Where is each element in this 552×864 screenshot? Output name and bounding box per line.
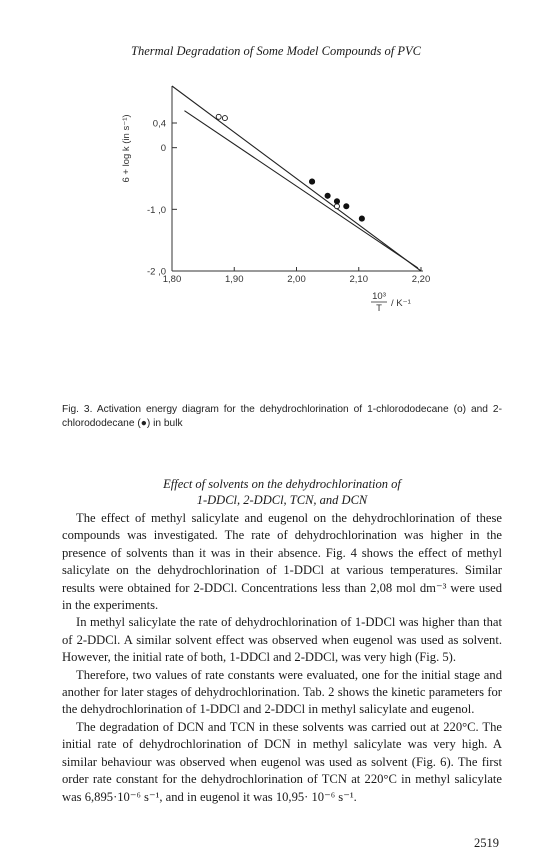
body-text [62, 510, 502, 806]
fit-line-series-1 [172, 86, 421, 271]
x-label-unit: / K⁻¹ [391, 298, 411, 309]
figure-caption: Fig. 3. Activation energy diagram for the dehydrochlorination of 1-chlorododecane (o) and 2-chlorododecane (●) in bulk [62, 404, 502, 429]
y-tick-label: -1 ,0 [146, 204, 166, 216]
x-label-numerator: 10³ [372, 291, 386, 302]
filled-data-point [309, 179, 314, 184]
open-data-point [222, 116, 227, 121]
fit-line-series-2 [184, 111, 417, 268]
open-data-point [334, 204, 339, 209]
x-tick-label: 2,10 [349, 274, 368, 285]
activation-energy-chart [0, 0, 552, 400]
x-tick-label: 2,00 [287, 274, 306, 285]
y-tick-label: 0,4 [152, 118, 166, 130]
x-tick-label: 1,80 [162, 274, 182, 285]
x-tick-label: 2,20 [411, 274, 431, 285]
y-axis-label: 6 + log k (in s⁻¹) [121, 114, 132, 183]
y-tick-label: 0 [160, 143, 166, 155]
running-head: Thermal Degradation of Some Model Compounds of PVC [131, 44, 421, 58]
y-tick-label: -2 ,0 [146, 266, 166, 278]
chart-points [216, 114, 364, 221]
section-title-line-1: Effect of solvents on the dehydrochlorination of [163, 477, 401, 491]
filled-data-point [334, 199, 339, 204]
paragraph: The degradation of DCN and TCN in these solvents was carried out at 220°C. The initial rate of dehydrochlorination of DCN in methyl salicylate was very high. A similar behaviour was observed when eugenol was used as solvent (Fig. 6). The first order rate constant for the dehydrochlorination of TCN at 220°C in methyl salicylate was 6,895·10⁻⁶ s⁻¹, and in eugenol it was 10,95· 10⁻⁶ s⁻¹. [62, 719, 502, 804]
chart-ticks [147, 119, 430, 286]
x-label-denominator: T [376, 303, 382, 314]
x-tick-label: 1,90 [225, 274, 244, 285]
chart-fit-lines [172, 86, 421, 271]
open-data-point [216, 114, 221, 119]
section-title [62, 476, 502, 508]
paragraph: The effect of methyl salicylate and eugenol on the dehydrochlorination of these compounds was investigated. The rate of dehydrochlorination was higher in the presence of solvents than it was in their absence. Fig. 4 shows the effect of methyl salicylate on the dehydrochlorination of 1-DDCl at various temperatures. Similar results were obtained for 2-DDCl. Concentrations less than 2,08 mol dm⁻³ were used in the experiments. [62, 511, 502, 613]
section-title-line-2: 1-DDCl, 2-DDCl, TCN, and DCN [196, 493, 368, 507]
page-number: 2519 [474, 836, 499, 850]
filled-data-point [344, 204, 349, 209]
paragraph: Therefore, two values of rate constants were evaluated, one for the initial stage and another for later stages of dehydrochlorination. Tab. 2 shows the kinetic parameters for the dehydrochlorination of 1-DDCl and 2-DDCl in methyl salicylate and eugenol. [62, 667, 502, 717]
filled-data-point [325, 193, 330, 198]
filled-data-point [359, 216, 364, 221]
paragraph: In methyl salicylate the rate of dehydrochlorination of 1-DDCl was higher than that of 2-DDCl. A similar solvent effect was observed when eugenol was used as solvent. However, the initial rate of both, 1-DDCl and 2-DDCl, was very high (Fig. 5). [62, 615, 502, 665]
